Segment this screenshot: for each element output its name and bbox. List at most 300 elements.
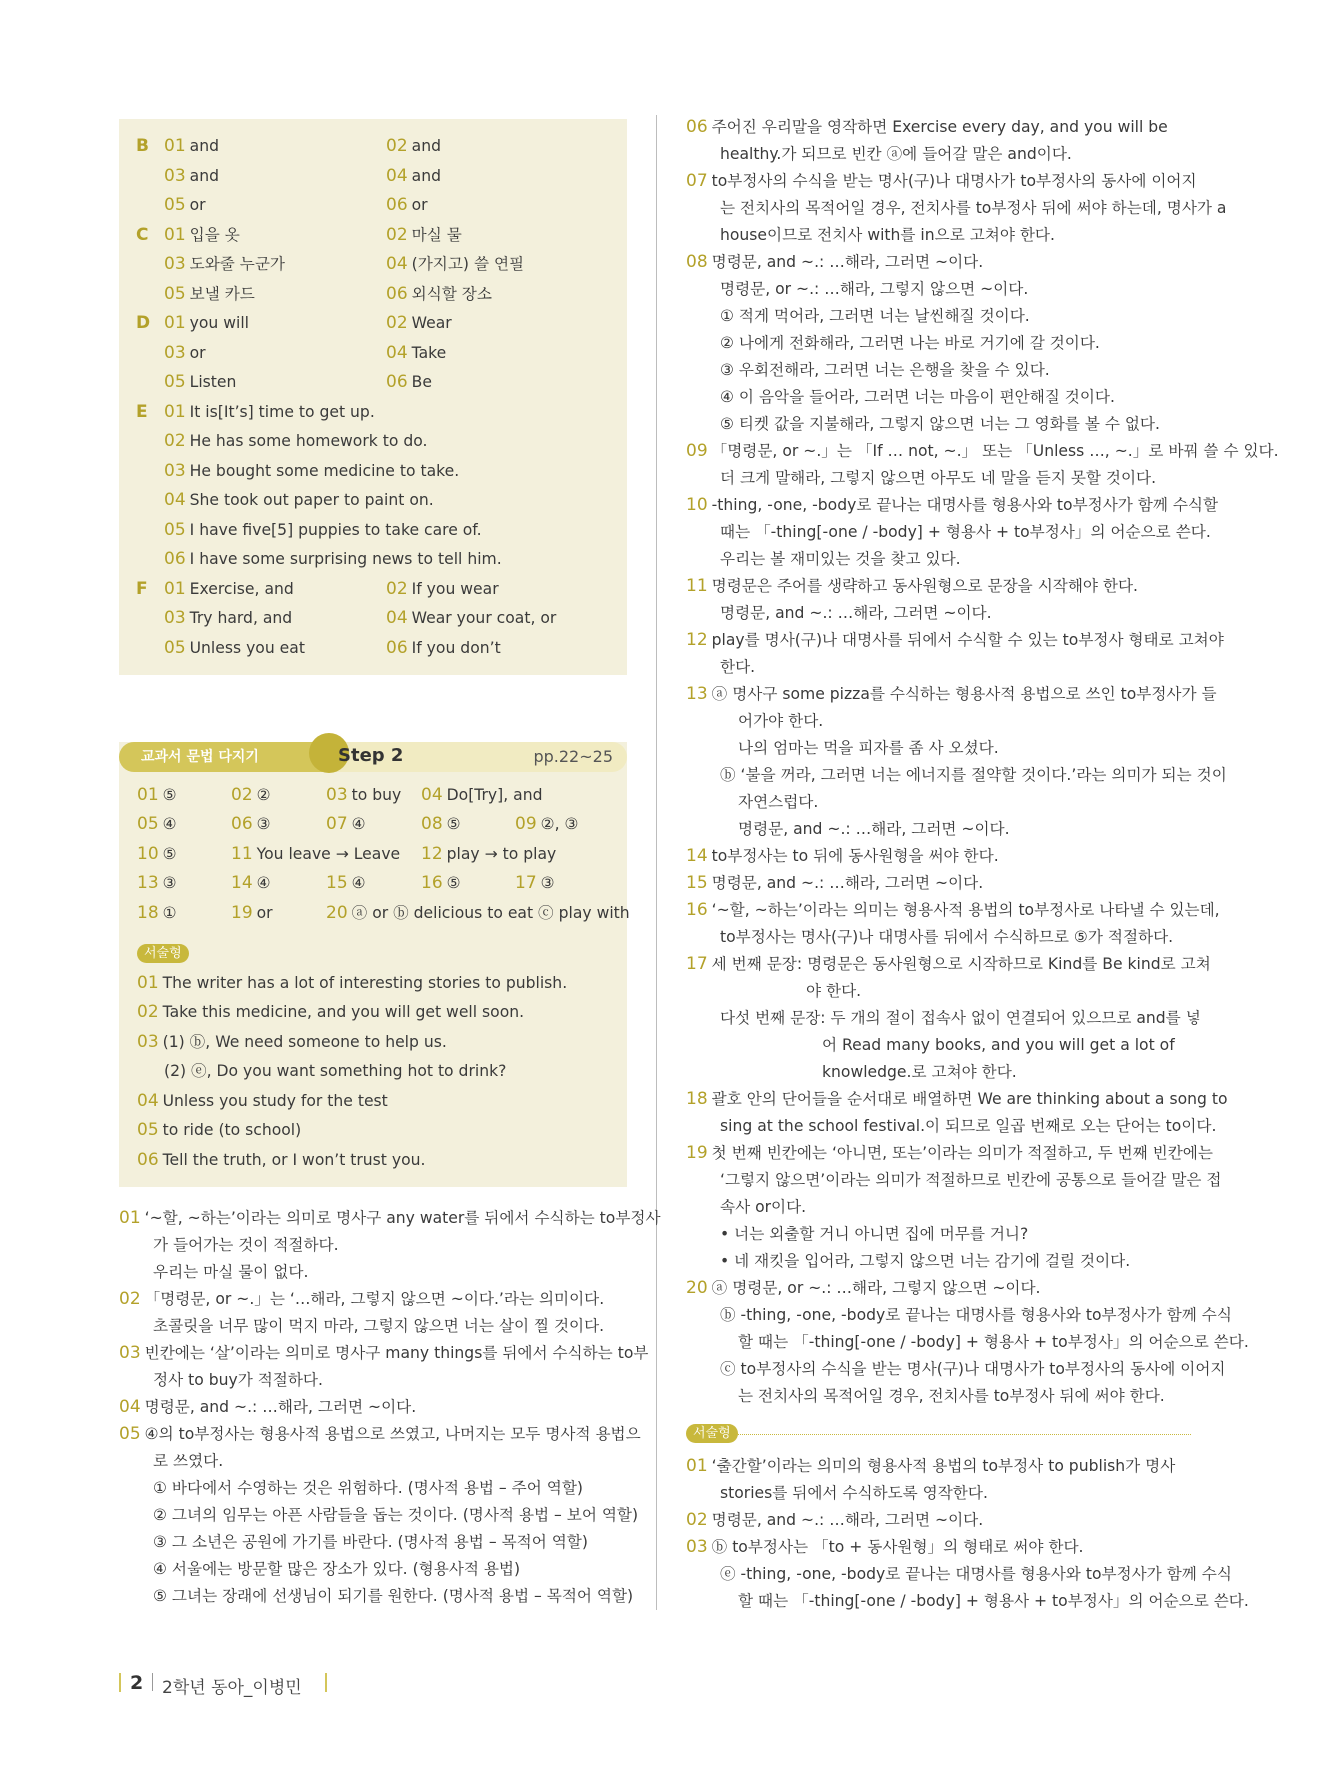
item-number: 20 bbox=[326, 903, 348, 923]
item-number: 06 bbox=[386, 284, 408, 304]
item-text: 정사 to buy가 적절하다. bbox=[153, 1371, 323, 1389]
item-text: I have some surprising news to tell him. bbox=[189, 550, 502, 568]
explanation-line bbox=[716, 1170, 1221, 1190]
item-text: 명령문, and ~.: …해라, 그러면 ~이다. bbox=[711, 1511, 984, 1529]
written-answer bbox=[137, 1032, 447, 1052]
item-text: Take bbox=[411, 344, 447, 362]
item-text: 「명령문, or ~.」는 ‘…해라, 그렇지 않으면 ~이다.’라는 의미이다. bbox=[144, 1290, 605, 1308]
item-number: 17 bbox=[686, 954, 708, 974]
item-text: 한다. bbox=[720, 658, 756, 676]
item-number: 05 bbox=[164, 372, 186, 392]
step2-answer bbox=[137, 785, 177, 805]
explanation-line bbox=[119, 1424, 641, 1444]
item-number: 02 bbox=[686, 1510, 708, 1530]
explanation-line bbox=[149, 1262, 308, 1282]
explanation-line bbox=[734, 738, 999, 758]
step2-answer bbox=[421, 785, 542, 805]
explanation-line bbox=[686, 1278, 1041, 1298]
item-text: She took out paper to paint on. bbox=[189, 491, 434, 509]
item-text: 자연스럽다. bbox=[738, 793, 819, 811]
item-number: 02 bbox=[231, 785, 253, 805]
written-answer bbox=[137, 1150, 425, 1170]
item-text: or bbox=[189, 196, 206, 214]
step2-answer bbox=[421, 844, 556, 864]
item-text: 입을 옷 bbox=[189, 226, 240, 244]
answer-line bbox=[386, 166, 441, 186]
explanation-line bbox=[686, 117, 1168, 137]
item-text: ④ bbox=[162, 815, 177, 833]
item-text: 명령문, and ~.: …해라, 그러면 ~이다. bbox=[711, 253, 984, 271]
item-number: 06 bbox=[686, 117, 708, 137]
item-number: 01 bbox=[164, 402, 186, 422]
item-text: 우리는 마실 물이 없다. bbox=[153, 1263, 309, 1281]
answer-line bbox=[386, 638, 501, 658]
item-text: Unless you eat bbox=[189, 639, 305, 657]
item-text: 외식할 장소 bbox=[411, 285, 492, 303]
answer-line bbox=[386, 225, 462, 245]
item-text: 더 크게 말해라, 그렇지 않으면 아무도 네 말을 듣지 못할 것이다. bbox=[720, 469, 1157, 487]
item-text: 주어진 우리말을 영작하면 Exercise every day, and you will be bbox=[711, 118, 1168, 136]
answer-line bbox=[386, 608, 556, 628]
item-text: 명령문, and ~.: …해라, 그러면 ~이다. bbox=[738, 820, 1010, 838]
item-text: 명령문, and ~.: …해라, 그러면 ~이다. bbox=[720, 604, 992, 622]
explanation-line bbox=[716, 279, 1028, 299]
item-number: 06 bbox=[386, 372, 408, 392]
explanation-line bbox=[149, 1586, 633, 1606]
item-text: or bbox=[411, 196, 428, 214]
item-text: play를 명사(구)나 대명사를 뒤에서 수식할 수 있는 to부정사 형태로 고쳐야 bbox=[711, 631, 1224, 649]
item-number: 04 bbox=[137, 1091, 159, 1111]
explanation-line bbox=[716, 1305, 1232, 1325]
footer-separator bbox=[152, 1673, 153, 1691]
written-answer bbox=[160, 1061, 506, 1081]
item-text: 괄호 안의 단어들을 순서대로 배열하면 We are thinking about a song to bbox=[711, 1090, 1228, 1108]
item-number: 08 bbox=[421, 814, 443, 834]
explanation-line bbox=[149, 1532, 588, 1552]
explanation-line bbox=[119, 1343, 648, 1363]
section-letter: C bbox=[136, 225, 149, 245]
answer-line bbox=[164, 195, 206, 215]
item-number: 06 bbox=[386, 195, 408, 215]
item-text: (가지고) 쓸 연필 bbox=[411, 255, 525, 273]
item-text: Exercise, and bbox=[189, 580, 294, 598]
item-number: 01 bbox=[164, 225, 186, 245]
item-number: 12 bbox=[421, 844, 443, 864]
item-number: 05 bbox=[137, 814, 159, 834]
item-text: 다섯 번째 문장: 두 개의 절이 접속사 없이 연결되어 있으므로 and를 넣 bbox=[720, 1009, 1201, 1027]
answer-line bbox=[164, 490, 434, 510]
explanation-line bbox=[818, 1035, 1175, 1055]
written-answer bbox=[137, 1091, 388, 1111]
item-number: 08 bbox=[686, 252, 708, 272]
answer-line bbox=[164, 166, 219, 186]
answer-line bbox=[164, 461, 459, 481]
explanation-line bbox=[716, 549, 961, 569]
item-text: and bbox=[411, 167, 441, 185]
explanation-line bbox=[716, 198, 1226, 218]
item-number: 02 bbox=[386, 579, 408, 599]
answer-line bbox=[136, 402, 375, 422]
explanation-line bbox=[686, 1456, 1175, 1476]
item-number: 06 bbox=[137, 1150, 159, 1170]
explanation-line bbox=[716, 522, 1211, 542]
explanation-line bbox=[686, 1143, 1213, 1163]
item-text: 명령문, or ~.: …해라, 그렇지 않으면 ~이다. bbox=[720, 280, 1029, 298]
item-number: 11 bbox=[231, 844, 253, 864]
explanation-line bbox=[119, 1208, 661, 1228]
item-number: 06 bbox=[231, 814, 253, 834]
item-number: 05 bbox=[137, 1120, 159, 1140]
dotted-rule bbox=[738, 1434, 1191, 1435]
item-number: 03 bbox=[164, 254, 186, 274]
explanation-line bbox=[802, 981, 861, 1001]
answer-line bbox=[164, 638, 305, 658]
item-number: 14 bbox=[686, 846, 708, 866]
item-text: stories를 뒤에서 수식하도록 영작한다. bbox=[720, 1484, 988, 1502]
step2-answer bbox=[231, 814, 271, 834]
item-number: 01 bbox=[119, 1208, 141, 1228]
item-text: ⑤ 그녀는 장래에 선생님이 되기를 원한다. (명사적 용법 – 목적어 역할) bbox=[153, 1587, 634, 1605]
item-number: 03 bbox=[137, 1032, 159, 1052]
item-number: 03 bbox=[164, 343, 186, 363]
explanation-line bbox=[716, 657, 755, 677]
item-number: 03 bbox=[164, 461, 186, 481]
explanation-line bbox=[716, 414, 1160, 434]
item-text: 할 때는 「-thing[-one / -body] + 형용사 + to부정사」의 어순으로 쓴다. bbox=[738, 1592, 1249, 1610]
explanation-line bbox=[734, 1386, 1165, 1406]
explanation-line bbox=[149, 1505, 638, 1525]
item-number: 04 bbox=[386, 343, 408, 363]
item-text: 명령문, and ~.: …해라, 그러면 ~이다. bbox=[711, 874, 984, 892]
explanation-line bbox=[686, 495, 1218, 515]
item-text: ⓑ -thing, -one, -body로 끝나는 대명사를 형용사와 to부정사가 함께 수식 bbox=[720, 1306, 1232, 1324]
step2-answer bbox=[421, 814, 461, 834]
explanation-line bbox=[734, 711, 823, 731]
explanation-line bbox=[716, 387, 1115, 407]
item-number: 02 bbox=[386, 225, 408, 245]
explanation-line bbox=[686, 171, 1197, 191]
explanation-line bbox=[149, 1451, 223, 1471]
explanation-line bbox=[686, 1089, 1228, 1109]
explanation-line bbox=[716, 225, 1055, 245]
item-text: ⑤ bbox=[162, 845, 177, 863]
step2-answer bbox=[231, 903, 273, 923]
answer-line bbox=[164, 284, 255, 304]
item-number: 01 bbox=[164, 313, 186, 333]
item-text: Be bbox=[411, 373, 432, 391]
item-text: 세 번째 문장: 명령문은 동사원형으로 시작하므로 Kind를 Be kind로 고쳐 bbox=[711, 955, 1211, 973]
item-text: ② 나에게 전화해라, 그러면 나는 바로 거기에 갈 것이다. bbox=[720, 334, 1100, 352]
item-number: 03 bbox=[164, 608, 186, 628]
item-number: 04 bbox=[386, 166, 408, 186]
item-text: you will bbox=[189, 314, 250, 332]
item-text: ② 그녀의 임무는 아픈 사람들을 돕는 것이다. (명사적 용법 – 보어 역할) bbox=[153, 1506, 639, 1524]
answer-line bbox=[386, 195, 428, 215]
item-text: 우리는 볼 재미있는 것을 찾고 있다. bbox=[720, 550, 961, 568]
item-text: knowledge.로 고쳐야 한다. bbox=[822, 1063, 1017, 1081]
explanation-line bbox=[734, 819, 1010, 839]
explanation-line bbox=[716, 144, 1072, 164]
explanation-line bbox=[119, 1289, 604, 1309]
explanation-line bbox=[686, 630, 1224, 650]
item-text: (1) ⓑ, We need someone to help us. bbox=[162, 1033, 447, 1051]
item-number: 02 bbox=[386, 136, 408, 156]
step2-answer bbox=[137, 903, 177, 923]
item-text: or bbox=[189, 344, 206, 362]
item-text: 첫 번째 빈칸에는 ‘아니면, 또는’이라는 의미가 적절하고, 두 번째 빈칸에는 bbox=[711, 1144, 1213, 1162]
answer-line bbox=[136, 225, 240, 245]
explanation-line bbox=[716, 927, 1173, 947]
item-text: ‘~할, ~하는’이라는 의미로 명사구 any water를 뒤에서 수식하는 to부정사 bbox=[144, 1209, 661, 1227]
item-text: 마실 물 bbox=[411, 226, 462, 244]
step2-answer bbox=[137, 844, 177, 864]
item-number: 04 bbox=[386, 254, 408, 274]
item-text: The writer has a lot of interesting stories to publish. bbox=[162, 974, 568, 992]
item-number: 20 bbox=[686, 1278, 708, 1298]
item-number: 06 bbox=[386, 638, 408, 658]
answer-line bbox=[164, 254, 285, 274]
item-text: sing at the school festival.이 되므로 일곱 번째로 오는 단어는 to이다. bbox=[720, 1117, 1217, 1135]
footer-title: 2학년 동아_이병민 bbox=[162, 1678, 302, 1698]
item-text: 빈칸에는 ‘살’이라는 의미로 명사구 many things를 뒤에서 수식하는 to부 bbox=[144, 1344, 649, 1362]
explanation-line bbox=[686, 252, 983, 272]
section-letter: F bbox=[136, 579, 148, 599]
item-text: Do[Try], and bbox=[446, 786, 543, 804]
explanation-line bbox=[716, 1359, 1225, 1379]
item-text: 는 전치사의 목적어일 경우, 전치사를 to부정사 뒤에 써야 하는데, 명사가 a bbox=[720, 199, 1227, 217]
item-number: 15 bbox=[326, 873, 348, 893]
item-text: ① 바다에서 수영하는 것은 위험하다. (명사적 용법 – 주어 역할) bbox=[153, 1479, 583, 1497]
item-text: Unless you study for the test bbox=[162, 1092, 388, 1110]
explanation-line bbox=[716, 765, 1227, 785]
item-text: 속사 or이다. bbox=[720, 1198, 807, 1216]
step2-answer bbox=[231, 785, 271, 805]
item-text: ⓐ 명령문, or ~.: …해라, 그렇지 않으면 ~이다. bbox=[711, 1279, 1041, 1297]
step2-answer bbox=[231, 844, 400, 864]
item-text: to부정사는 명사(구)나 대명사를 뒤에서 수식하므로 ⑤가 적절하다. bbox=[720, 928, 1174, 946]
explanation-line bbox=[716, 1224, 1028, 1244]
item-text: ③ 우회전해라, 그러면 너는 은행을 찾을 수 있다. bbox=[720, 361, 1050, 379]
step2-answer bbox=[326, 814, 366, 834]
answer-line bbox=[386, 372, 432, 392]
step2-answer bbox=[137, 873, 177, 893]
item-text: ③ bbox=[540, 874, 555, 892]
answer-line bbox=[386, 254, 524, 274]
item-text: ⓔ -thing, -one, -body로 끝나는 대명사를 형용사와 to부정사가 함께 수식 bbox=[720, 1565, 1232, 1583]
item-number: 03 bbox=[164, 166, 186, 186]
item-text: Wear bbox=[411, 314, 452, 332]
item-text: ④ bbox=[256, 874, 271, 892]
item-number: 06 bbox=[164, 549, 186, 569]
item-text: 로 쓰였다. bbox=[153, 1452, 224, 1470]
step2-pages: pp.22~25 bbox=[533, 747, 613, 766]
step2-title: Step 2 bbox=[338, 745, 404, 766]
item-text: house이므로 전치사 with를 in으로 고쳐야 한다. bbox=[720, 226, 1055, 244]
item-number: 10 bbox=[137, 844, 159, 864]
item-text: ⑤ bbox=[162, 786, 177, 804]
item-text: ① bbox=[162, 904, 177, 922]
item-number: 02 bbox=[386, 313, 408, 333]
item-number: 14 bbox=[231, 873, 253, 893]
explanation-line bbox=[149, 1235, 339, 1255]
explanation-line bbox=[149, 1559, 520, 1579]
explanation-line bbox=[686, 954, 1211, 974]
column-divider bbox=[656, 115, 657, 1610]
explanation-line bbox=[716, 1197, 806, 1217]
item-text: ④ 서울에는 방문할 많은 장소가 있다. (형용사적 용법) bbox=[153, 1560, 521, 1578]
answer-line bbox=[164, 372, 236, 392]
item-text: to부정사의 수식을 받는 명사(구)나 대명사가 to부정사의 동사에 이어지 bbox=[711, 172, 1197, 190]
item-number: 15 bbox=[686, 873, 708, 893]
step2-answer bbox=[515, 873, 555, 893]
item-number: 02 bbox=[164, 431, 186, 451]
item-text: If you wear bbox=[411, 580, 499, 598]
step2-answer bbox=[326, 785, 401, 805]
item-number: 11 bbox=[686, 576, 708, 596]
item-number: 18 bbox=[137, 903, 159, 923]
item-number: 19 bbox=[231, 903, 253, 923]
item-text: Take this medicine, and you will get well soon. bbox=[162, 1003, 525, 1021]
item-text: -thing, -one, -body로 끝나는 대명사를 형용사와 to부정사가 함께 수식할 bbox=[711, 496, 1219, 514]
item-number: 04 bbox=[386, 608, 408, 628]
explanation-line bbox=[686, 873, 983, 893]
answer-line bbox=[386, 136, 441, 156]
item-text: (2) ⓔ, Do you want something hot to drink? bbox=[164, 1062, 507, 1080]
written-answer bbox=[137, 1002, 524, 1022]
item-number: 19 bbox=[686, 1143, 708, 1163]
item-number: 04 bbox=[119, 1397, 141, 1417]
explanation-line bbox=[716, 1564, 1232, 1584]
item-number: 16 bbox=[686, 900, 708, 920]
step2-header bbox=[119, 742, 627, 772]
item-number: 05 bbox=[164, 284, 186, 304]
item-text: 어 Read many books, and you will get a lot of bbox=[822, 1036, 1175, 1054]
item-text: or bbox=[256, 904, 273, 922]
item-text: 때는 「-thing[-one / -body] + 형용사 + to부정사」의 어순으로 쓴다. bbox=[720, 523, 1211, 541]
item-text: ② bbox=[256, 786, 271, 804]
item-number: 16 bbox=[421, 873, 443, 893]
item-text: ⓑ to부정사는 「to + 동사원형」의 형태로 써야 한다. bbox=[711, 1538, 1084, 1556]
item-text: and bbox=[189, 167, 219, 185]
item-text: 할 때는 「-thing[-one / -body] + 형용사 + to부정사」의 어순으로 쓴다. bbox=[738, 1333, 1249, 1351]
item-text: I have five[5] puppies to take care of. bbox=[189, 521, 482, 539]
item-text: healthy.가 되므로 빈칸 ⓐ에 들어갈 말은 and이다. bbox=[720, 145, 1072, 163]
explanation-line bbox=[119, 1397, 416, 1417]
item-text: to buy bbox=[351, 786, 402, 804]
item-text: and bbox=[411, 137, 441, 155]
answer-line bbox=[164, 343, 206, 363]
answer-line bbox=[386, 313, 452, 333]
item-text: ⑤ bbox=[446, 874, 461, 892]
item-text: It is[It’s] time to get up. bbox=[189, 403, 375, 421]
item-text: ⓒ to부정사의 수식을 받는 명사(구)나 대명사가 to부정사의 동사에 이어지 bbox=[720, 1360, 1226, 1378]
item-number: 07 bbox=[326, 814, 348, 834]
item-text: ③ 그 소년은 공원에 가기를 바란다. (명사적 용법 – 목적어 역할) bbox=[153, 1533, 588, 1551]
explanation-line bbox=[716, 1116, 1216, 1136]
item-text: ‘출간할’이라는 의미의 형용사적 용법의 to부정사 to publish가 명사 bbox=[711, 1457, 1176, 1475]
item-text: 명령문은 주어를 생략하고 동사원형으로 문장을 시작해야 한다. bbox=[711, 577, 1138, 595]
item-number: 03 bbox=[326, 785, 348, 805]
step2-tag: 교과서 문법 다지기 bbox=[141, 749, 259, 765]
explanation-line bbox=[686, 1537, 1083, 1557]
explanation-line bbox=[818, 1062, 1017, 1082]
item-text: ③ bbox=[256, 815, 271, 833]
written-answer bbox=[137, 973, 567, 993]
written-badge-left: 서술형 bbox=[137, 944, 189, 963]
step2-answer bbox=[421, 873, 461, 893]
item-text: 도와줄 누군가 bbox=[189, 255, 285, 273]
item-text: He has some homework to do. bbox=[189, 432, 428, 450]
answer-line bbox=[164, 520, 482, 540]
written-answer bbox=[137, 1120, 301, 1140]
item-text: ④ 이 음악을 들어라, 그러면 너는 마음이 편안해질 것이다. bbox=[720, 388, 1115, 406]
item-text: 는 전치사의 목적어일 경우, 전치사를 to부정사 뒤에 써야 한다. bbox=[738, 1387, 1165, 1405]
explanation-line bbox=[149, 1478, 583, 1498]
item-text: 초콜릿을 너무 많이 먹지 마라, 그렇지 않으면 너는 살이 찔 것이다. bbox=[153, 1317, 605, 1335]
item-number: 13 bbox=[686, 684, 708, 704]
item-number: 01 bbox=[164, 136, 186, 156]
item-text: • 너는 외출할 거니 아니면 집에 머무를 거니? bbox=[720, 1225, 1029, 1243]
step2-answer bbox=[231, 873, 271, 893]
item-number: 12 bbox=[686, 630, 708, 650]
item-number: 02 bbox=[137, 1002, 159, 1022]
item-text: ④ bbox=[351, 874, 366, 892]
item-number: 03 bbox=[119, 1343, 141, 1363]
explanation-line bbox=[734, 1591, 1249, 1611]
item-number: 05 bbox=[164, 520, 186, 540]
item-number: 18 bbox=[686, 1089, 708, 1109]
explanation-line bbox=[686, 684, 1217, 704]
item-text: ⑤ 티켓 값을 지불해라, 그렇지 않으면 너는 그 영화를 볼 수 없다. bbox=[720, 415, 1160, 433]
item-text: play → to play bbox=[446, 845, 557, 863]
explanation-line bbox=[686, 1510, 983, 1530]
explanation-line bbox=[149, 1316, 604, 1336]
section-letter: B bbox=[136, 136, 149, 156]
explanation-line bbox=[716, 333, 1100, 353]
explanation-line bbox=[716, 1008, 1201, 1028]
explanation-line bbox=[716, 360, 1050, 380]
explanation-line bbox=[734, 792, 818, 812]
step2-answer bbox=[137, 814, 177, 834]
item-text: 나의 엄마는 먹을 피자를 좀 사 오셨다. bbox=[738, 739, 999, 757]
item-number: 09 bbox=[686, 441, 708, 461]
item-number: 17 bbox=[515, 873, 537, 893]
item-text: ⓑ ‘불을 꺼라, 그러면 너는 에너지를 절약할 것이다.’라는 의미가 되는 것이 bbox=[720, 766, 1227, 784]
item-text: ① 적게 먹어라, 그러면 너는 날씬해질 것이다. bbox=[720, 307, 1030, 325]
explanation-line bbox=[686, 846, 999, 866]
explanation-line bbox=[734, 1332, 1249, 1352]
explanation-line bbox=[686, 900, 1220, 920]
item-number: 01 bbox=[137, 785, 159, 805]
item-text: 명령문, and ~.: …해라, 그러면 ~이다. bbox=[144, 1398, 417, 1416]
item-text: ③ bbox=[162, 874, 177, 892]
explanation-line bbox=[716, 468, 1156, 488]
item-number: 01 bbox=[164, 579, 186, 599]
explanation-line bbox=[149, 1370, 323, 1390]
explanation-line bbox=[716, 603, 992, 623]
page-number: 2 bbox=[130, 1672, 144, 1694]
item-text: 어가야 한다. bbox=[738, 712, 824, 730]
item-text: ④의 to부정사는 형용사적 용법으로 쓰였고, 나머지는 모두 명사적 용법으 bbox=[144, 1425, 641, 1443]
footer-left-bar bbox=[119, 1673, 121, 1692]
explanation-line bbox=[686, 576, 1138, 596]
step2-answer bbox=[326, 873, 366, 893]
item-text: • 네 재킷을 입어라, 그렇지 않으면 너는 감기에 걸릴 것이다. bbox=[720, 1252, 1131, 1270]
item-number: 02 bbox=[119, 1289, 141, 1309]
item-text: You leave → Leave bbox=[256, 845, 401, 863]
step2-answer bbox=[326, 903, 630, 923]
item-text: to ride (to school) bbox=[162, 1121, 302, 1139]
